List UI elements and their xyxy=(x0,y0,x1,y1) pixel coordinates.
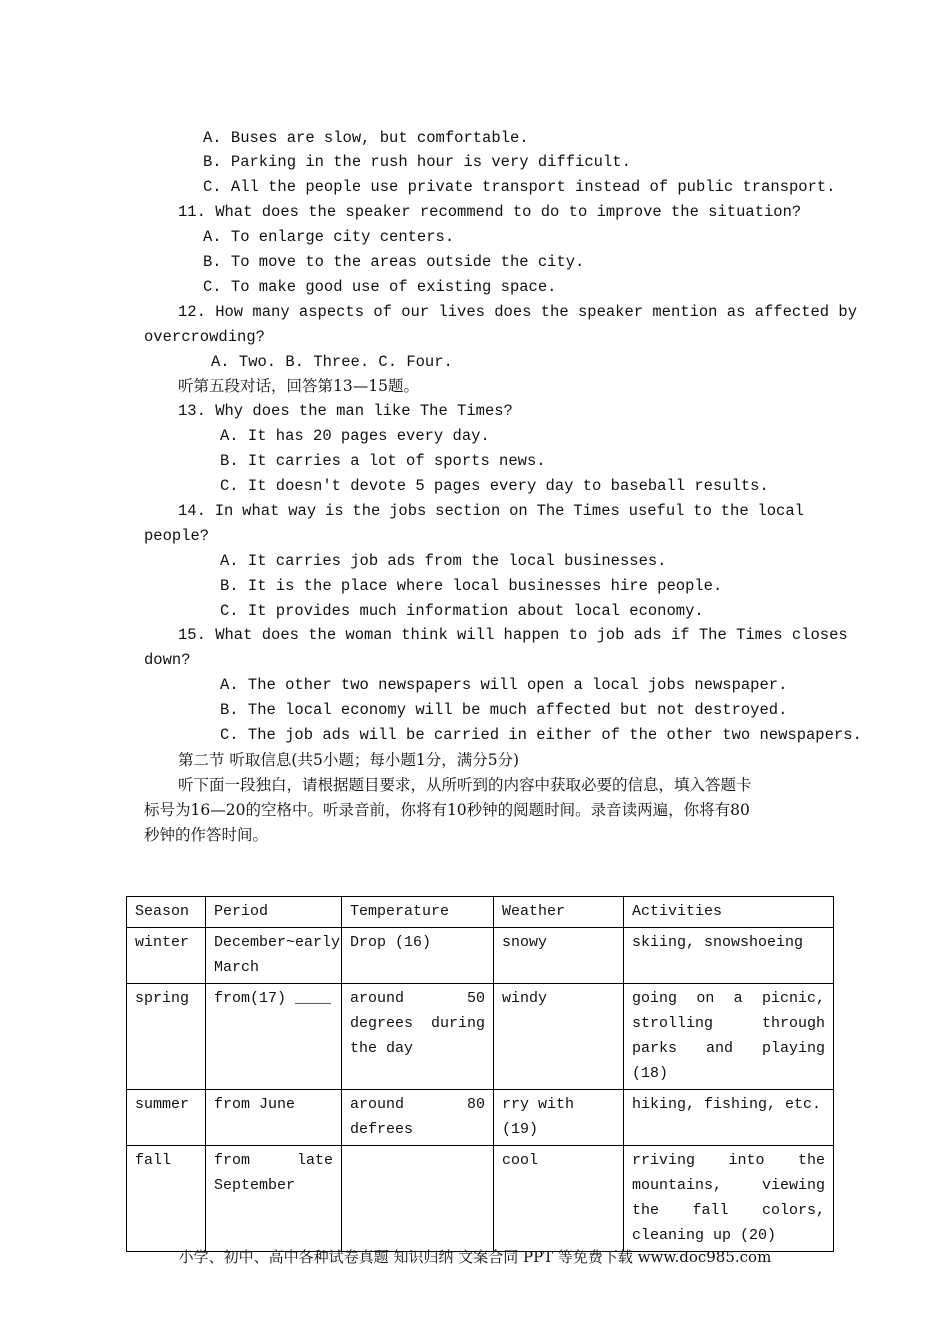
table-header-cell: Activities xyxy=(624,897,834,928)
section5-instruction: 听第五段对话，回答第13—15题。 xyxy=(178,377,419,395)
table-cell: cool xyxy=(494,1146,624,1252)
table-row xyxy=(127,984,834,1090)
table-header-row xyxy=(127,897,834,928)
table-cell: fall xyxy=(127,1146,206,1252)
q12-options: A. Two. B. Three. C. Four. xyxy=(211,353,453,371)
table-cell: from(17) ____ xyxy=(206,984,342,1090)
q15-option-a: A. The other two newspapers will open a local jobs newspaper. xyxy=(220,676,788,694)
table-cell: windy xyxy=(494,984,624,1090)
table-row xyxy=(127,1146,834,1252)
table-cell: rriving into the mountains, viewing the fall colors, cleaning up (20) xyxy=(624,1146,834,1252)
table-cell: from late September xyxy=(206,1146,342,1252)
part2-instruction-line1: 听下面一段独白，请根据题目要求，从所听到的内容中获取必要的信息，填入答题卡 xyxy=(178,776,752,794)
table-cell: winter xyxy=(127,928,206,984)
table-cell: around 50 degrees during the day xyxy=(342,984,494,1090)
table-header-cell: Temperature xyxy=(342,897,494,928)
q12-question: 12. How many aspects of our lives does the speaker mention as affected by xyxy=(178,303,858,321)
footer-text: 小学、初中、高中各种试卷真题 知识归纳 文案合同 PPT 等免费下载 www.doc985.com xyxy=(178,1248,772,1266)
table-cell: snowy xyxy=(494,928,624,984)
info-table xyxy=(126,896,834,1252)
q14-option-a: A. It carries job ads from the local businesses. xyxy=(220,552,667,570)
q13-option-c: C. It doesn't devote 5 pages every day to baseball results. xyxy=(220,477,769,495)
q14-option-c: C. It provides much information about local economy. xyxy=(220,602,704,620)
table-row xyxy=(127,1090,834,1146)
part2-heading: 第二节 听取信息(共5小题；每小题1分，满分5分) xyxy=(178,751,520,769)
q15-question-cont: down? xyxy=(144,651,191,669)
q13-question: 13. Why does the man like The Times? xyxy=(178,402,513,420)
table-cell: summer xyxy=(127,1090,206,1146)
q15-option-b: B. The local economy will be much affected but not destroyed. xyxy=(220,701,788,719)
table-cell: December~early March xyxy=(206,928,342,984)
q11-option-c: C. To make good use of existing space. xyxy=(203,278,557,296)
part2-instruction-line3: 秒钟的作答时间。 xyxy=(144,826,269,844)
q13-option-b: B. It carries a lot of sports news. xyxy=(220,452,546,470)
table-cell: Drop (16) xyxy=(342,928,494,984)
table-header-cell: Weather xyxy=(494,897,624,928)
q11-question: 11. What does the speaker recommend to do to improve the situation? xyxy=(178,203,802,221)
q15-question: 15. What does the woman think will happen to job ads if The Times closes xyxy=(178,626,848,644)
q12-question-cont: overcrowding? xyxy=(144,328,265,346)
table-cell: rry with (19) xyxy=(494,1090,624,1146)
part2-instruction-line2: 标号为16—20的空格中。听录音前，你将有10秒钟的阅题时间。录音读两遍，你将有80 xyxy=(144,801,750,819)
q11-option-a: A. To enlarge city centers. xyxy=(203,228,455,246)
q14-option-b: B. It is the place where local businesses hire people. xyxy=(220,577,723,595)
q10-option-a: A. Buses are slow, but comfortable. xyxy=(203,129,529,147)
table-cell: from June xyxy=(206,1090,342,1146)
table-header-cell: Season xyxy=(127,897,206,928)
table-cell: hiking, fishing, etc. xyxy=(624,1090,834,1146)
table-cell xyxy=(342,1146,494,1252)
q15-option-c: C. The job ads will be carried in either of the other two newspapers. xyxy=(220,726,862,744)
table-row xyxy=(127,928,834,984)
q10-option-c: C. All the people use private transport instead of public transport. xyxy=(203,178,836,196)
q10-option-b: B. Parking in the rush hour is very difficult. xyxy=(203,153,631,171)
q14-question: 14. In what way is the jobs section on The Times useful to the local xyxy=(178,502,804,520)
q11-option-b: B. To move to the areas outside the city. xyxy=(203,253,585,271)
table-cell: spring xyxy=(127,984,206,1090)
q14-question-cont: people? xyxy=(144,527,210,545)
table-cell: around 80 defrees xyxy=(342,1090,494,1146)
table-header-cell: Period xyxy=(206,897,342,928)
table-cell: going on a picnic, strolling through parks and playing (18) xyxy=(624,984,834,1090)
table-cell: skiing, snowshoeing xyxy=(624,928,834,984)
q13-option-a: A. It has 20 pages every day. xyxy=(220,427,490,445)
